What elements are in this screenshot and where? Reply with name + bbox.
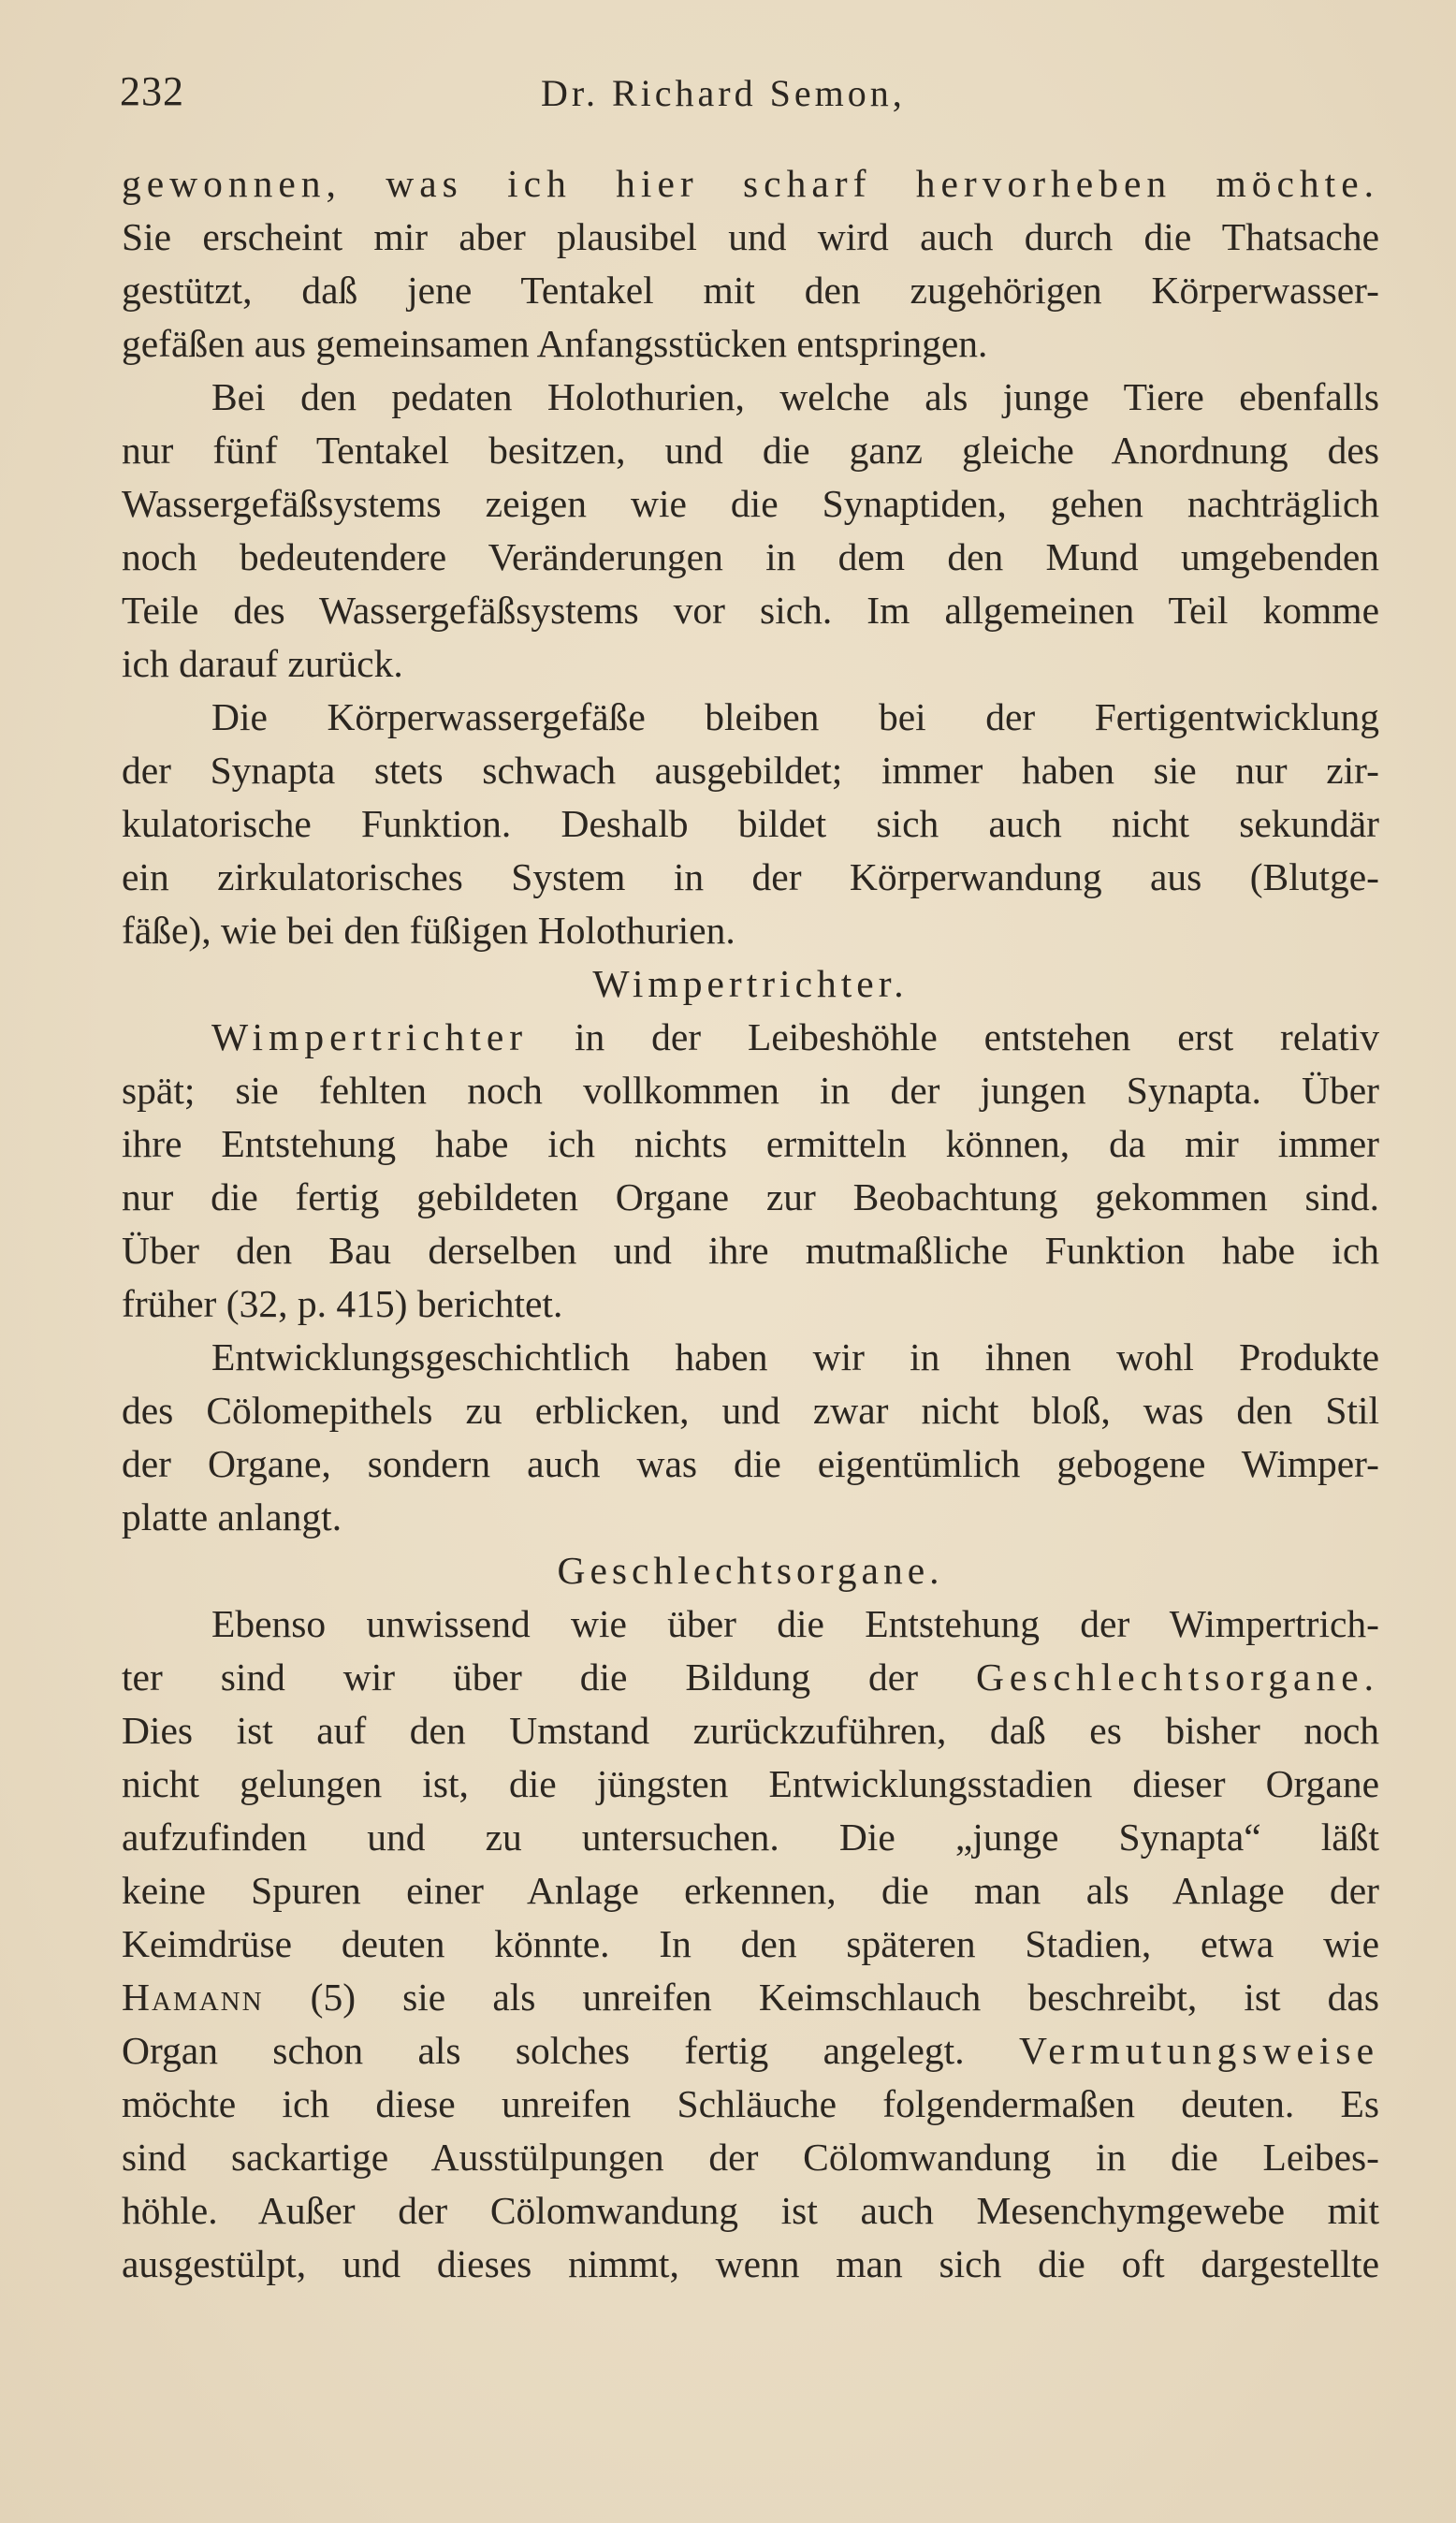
paragraph <box>122 1331 1379 1544</box>
text-line: ich darauf zurück. <box>122 642 403 685</box>
text-line: fäße), wie bei den füßigen Holothurien. <box>122 909 735 952</box>
text-line <box>122 2024 1379 2078</box>
text-line: Teile des Wassergefäßsystems vor sich. Im allgemeinen Teil komme <box>122 589 1379 632</box>
text-line: gestützt, daß jene Tentakel mit den zugehörigen Körperwasser- <box>122 269 1379 312</box>
page-number: 232 <box>120 68 184 114</box>
text-line: gewonnen, was ich hier scharf hervorheben möchte. <box>122 162 1379 205</box>
text-line: nicht gelungen ist, die jüngsten Entwicklungsstadien dieser Organe <box>122 1762 1379 1805</box>
text-line: aufzufinden und zu untersuchen. Die „junge Synapta“ läßt <box>122 1816 1379 1859</box>
text-line: Ebenso unwissend wie über die Entstehung der Wimpertrich- <box>211 1602 1379 1645</box>
text-line: Die Körperwassergefäße bleiben bei der Fertigentwicklung <box>211 695 1379 738</box>
paragraph <box>122 1011 1379 1331</box>
text-line: ihre Entstehung habe ich nichts ermitteln können, da mir immer <box>122 1122 1379 1165</box>
paragraph <box>122 371 1379 691</box>
emphasized-term: Wimpertrichter <box>211 1015 529 1058</box>
text-line <box>122 1011 1379 1064</box>
text-line: des Cölomepithels zu erblicken, und zwar nicht bloß, was den Stil <box>122 1389 1379 1432</box>
text-line: höhle. Außer der Cölomwandung ist auch Mesenchymgewebe mit <box>122 2189 1379 2232</box>
text-line: der Organe, sondern auch was die eigentümlich gebogene Wimper- <box>122 1442 1379 1485</box>
paragraph <box>122 157 1379 371</box>
text-line <box>122 1971 1379 2024</box>
section-heading: Geschlechtsorgane. <box>557 1549 944 1592</box>
page-header <box>120 67 1383 124</box>
section-heading: Wimpertrichter. <box>592 962 909 1005</box>
text-line: platte anlangt. <box>122 1495 342 1539</box>
text-line: kulatorische Funktion. Deshalb bildet sich auch nicht sekundär <box>122 802 1379 845</box>
body-text <box>122 157 1379 2291</box>
text-line: der Synapta stets schwach ausgebildet; immer haben sie nur zir- <box>122 749 1379 792</box>
text-line: Dies ist auf den Umstand zurückzuführen, daß es bisher noch <box>122 1709 1379 1752</box>
text-line: gefäßen aus gemeinsamen Anfangsstücken entspringen. <box>122 322 988 365</box>
author-name: Hamann <box>122 1976 264 2019</box>
text-line: möchte ich diese unreifen Schläuche folgendermaßen deuten. Es <box>122 2082 1379 2125</box>
text-line: ein zirkulatorisches System in der Körperwandung aus (Blutge- <box>122 855 1379 898</box>
text-line: Bei den pedaten Holothurien, welche als junge Tiere ebenfalls <box>211 375 1379 418</box>
text-line: früher (32, p. 415) berichtet. <box>122 1282 563 1325</box>
text-line: Entwicklungsgeschichtlich haben wir in ihnen wohl Produkte <box>211 1335 1379 1378</box>
text-line: nur fünf Tentakel besitzen, und die ganz gleiche Anordnung des <box>122 429 1379 472</box>
paragraph <box>122 691 1379 957</box>
text-line: Über den Bau derselben und ihre mutmaßliche Funktion habe ich <box>122 1229 1379 1272</box>
text-line: keine Spuren einer Anlage erkennen, die man als Anlage der <box>122 1869 1379 1912</box>
text-line: Wassergefäßsystems zeigen wie die Synaptiden, gehen nachträglich <box>122 482 1379 525</box>
text-line: Sie erscheint mir aber plausibel und wird auch durch die Thatsache <box>122 215 1379 258</box>
emphasized-term: Geschlechtsorgane. <box>975 1655 1379 1699</box>
text-line: nur die fertig gebildeten Organe zur Beobachtung gekommen sind. <box>122 1175 1379 1218</box>
emphasized-term: Vermutungsweise <box>1018 2029 1379 2072</box>
text-run: Organ schon als solches fertig angelegt. <box>122 2029 1019 2072</box>
text-line: Keimdrüse deuten könnte. In den späteren Stadien, etwa wie <box>122 1922 1379 1965</box>
text-run: (5) sie als unreifen Keimschlauch beschreibt, ist das <box>263 1976 1379 2019</box>
text-run: in der Leibeshöhle entstehen erst relativ <box>528 1015 1379 1058</box>
paragraph <box>122 1597 1379 2291</box>
text-line: sind sackartige Ausstülpungen der Cölomwandung in die Leibes- <box>122 2136 1379 2179</box>
text-run: ter sind wir über die Bildung der <box>122 1655 976 1699</box>
text-line: noch bedeutendere Veränderungen in dem den Mund umgebenden <box>122 535 1379 578</box>
text-line: ausgestülpt, und dieses nimmt, wenn man sich die oft dargestellte <box>122 2242 1379 2285</box>
text-line <box>122 1651 1379 1704</box>
text-line: spät; sie fehlten noch vollkommen in der jungen Synapta. Über <box>122 1069 1379 1112</box>
running-head: Dr. Richard Semon, <box>541 72 906 114</box>
